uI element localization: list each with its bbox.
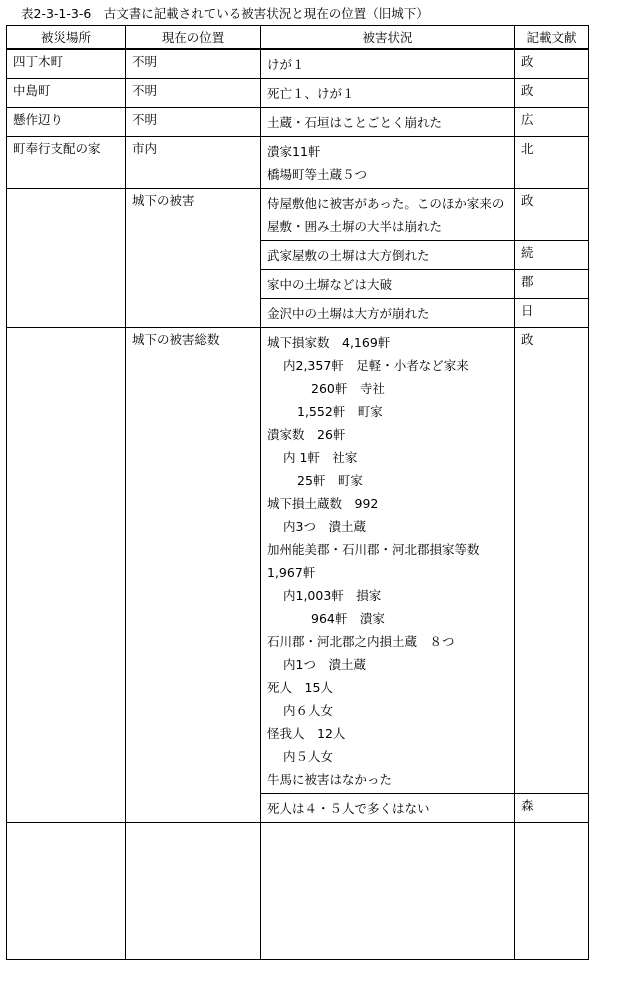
damage-cell: [261, 299, 515, 328]
table-row: [7, 108, 589, 137]
source-cell: 政: [515, 328, 589, 794]
location-cell: [126, 823, 261, 960]
damage-cell: [261, 49, 515, 79]
damage-line: 家中の土塀などは大破: [267, 277, 393, 292]
location-cell: 城下の被害総数: [126, 328, 261, 823]
table-row: [7, 49, 589, 79]
damage-cell: [261, 270, 515, 299]
damage-line: 城下損家数 4,169軒: [267, 335, 391, 350]
damage-line: 城下損土蔵数 992: [267, 496, 379, 511]
damage-table: [6, 25, 589, 960]
place-cell: 四丁木町: [7, 49, 126, 79]
location-cell: 市内: [126, 137, 261, 189]
source-cell: 北: [515, 137, 589, 189]
source-cell: 森: [515, 794, 589, 823]
damage-cell: [261, 108, 515, 137]
damage-line: 石川郡・河北郡之内損土蔵 ８つ: [267, 634, 455, 649]
header-damage: 被害状況: [261, 26, 515, 50]
place-cell: [7, 189, 126, 328]
location-cell: 不明: [126, 108, 261, 137]
damage-cell: [261, 189, 515, 241]
table-row: [7, 189, 589, 241]
table-row: [7, 328, 589, 794]
table-row: [7, 137, 589, 189]
damage-cell: [261, 241, 515, 270]
source-cell: 政: [515, 189, 589, 241]
damage-line: 内1つ 潰土蔵: [283, 657, 366, 672]
source-cell: 政: [515, 79, 589, 108]
table-row-empty: [7, 823, 589, 960]
damage-line: 潰家11軒: [267, 144, 321, 159]
damage-line: 潰家数 26軒: [267, 427, 346, 442]
source-cell: 日: [515, 299, 589, 328]
damage-line: 土蔵・石垣はことごとく崩れた: [267, 115, 443, 130]
damage-line: 武家屋敷の土塀は大方倒れた: [267, 248, 430, 263]
damage-line: 25軒 町家: [297, 473, 363, 488]
table-header-row: [7, 26, 589, 50]
damage-line: 死人は４・５人で多くはない: [267, 801, 430, 816]
damage-line: 内６人女: [283, 703, 334, 718]
damage-line: 死人 15人: [267, 680, 333, 695]
table-row: [7, 79, 589, 108]
damage-line: 加州能美郡・石川郡・河北郡損家等数 1,967軒: [267, 542, 493, 580]
damage-cell: [261, 823, 515, 960]
damage-line: 内５人女: [283, 749, 334, 764]
damage-line: けが１: [267, 57, 305, 72]
header-location: 現在の位置: [126, 26, 261, 50]
location-cell: 不明: [126, 79, 261, 108]
place-cell: 懸作辺り: [7, 108, 126, 137]
damage-cell: [261, 137, 515, 189]
damage-line: 侍屋敷他に被害があった。このほか家来の屋敷・囲み土塀の大半は崩れた: [267, 196, 505, 234]
damage-line: 1,552軒 町家: [297, 404, 383, 419]
damage-line: 怪我人 12人: [267, 726, 346, 741]
damage-line: 橋場町等土蔵５つ: [267, 167, 368, 182]
source-cell: 政: [515, 49, 589, 79]
source-cell: 続: [515, 241, 589, 270]
damage-line: 金沢中の土塀は大方が崩れた: [267, 306, 430, 321]
source-cell: [515, 823, 589, 960]
damage-cell: [261, 794, 515, 823]
damage-cell: [261, 328, 515, 794]
source-cell: 郡: [515, 270, 589, 299]
damage-line: 牛馬に被害はなかった: [267, 772, 393, 787]
damage-line: 死亡１、けが１: [267, 86, 355, 101]
damage-line: 260軒 寺社: [311, 381, 385, 396]
damage-cell: [261, 79, 515, 108]
header-source: 記載文献: [515, 26, 589, 50]
location-cell: 城下の被害: [126, 189, 261, 328]
damage-line: 964軒 潰家: [311, 611, 385, 626]
place-cell: 町奉行支配の家: [7, 137, 126, 189]
place-cell: [7, 823, 126, 960]
source-cell: 広: [515, 108, 589, 137]
damage-line: 内 1軒 社家: [283, 450, 358, 465]
place-cell: [7, 328, 126, 823]
damage-line: 内3つ 潰土蔵: [283, 519, 366, 534]
table-caption: 表2-3-1-3-6 古文書に記載されている被害状況と現在の位置（旧城下）: [21, 6, 429, 21]
place-cell: 中島町: [7, 79, 126, 108]
header-place: 被災場所: [7, 26, 126, 50]
location-cell: 不明: [126, 49, 261, 79]
damage-line: 内1,003軒 損家: [283, 588, 382, 603]
damage-line: 内2,357軒 足軽・小者など家来: [283, 358, 469, 373]
